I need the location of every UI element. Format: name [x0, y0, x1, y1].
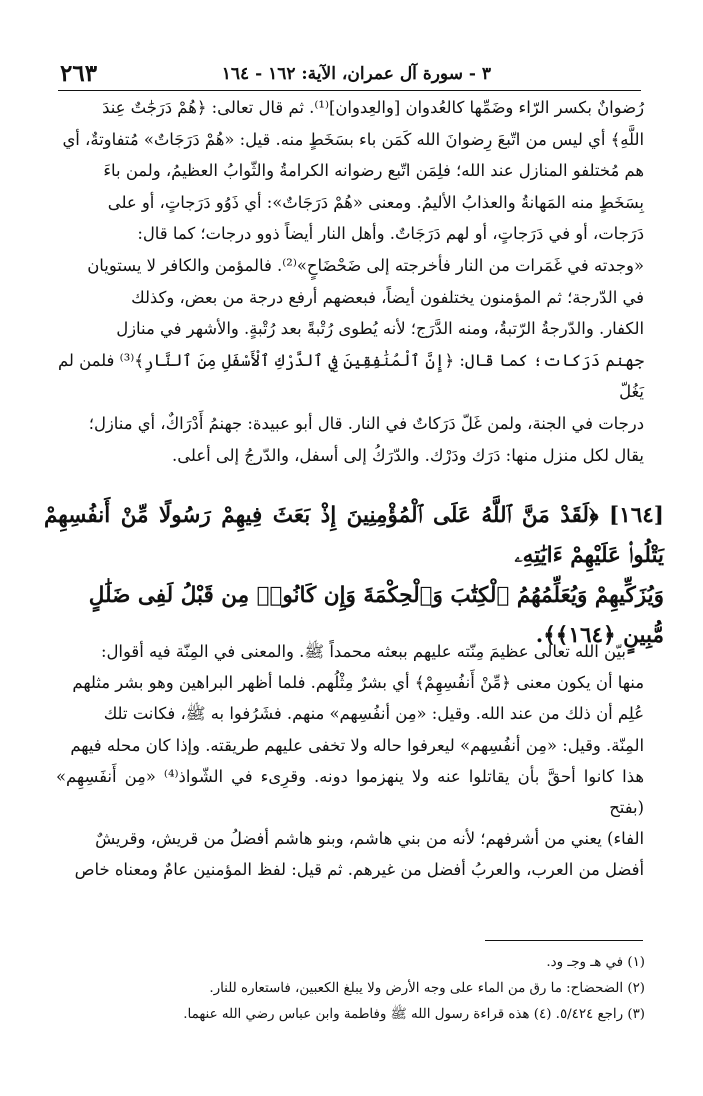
page-header — [58, 60, 641, 91]
text-line: جهنم دَرَكات؛ كما قال: ﴿إِنَّ ٱلْمُنَٰفِقِينَ فِي ٱلدَّرْكِ ٱلْأَسْفَلِ مِنَ ٱلنَّارِ﴾⁽³⁾ فلمن لم يَغُلّ — [58, 350, 644, 402]
text-line: بيّن الله تعالى عظيمَ مِنّته عليهم ببعثه محمداً ﷺ. والمعنى في المِنّة فيه أقوال: — [100, 642, 626, 661]
footnote: (٣) راجع ٥/٤٢٤. (٤) هذه قراءة رسول الله ﷺ وفاطمة وابن عباس رضي الله عنهما. — [183, 1007, 645, 1022]
verse-text: ﴿لَقَدْ مَنَّ ٱللَّهُ عَلَى ٱلْمُؤْمِنِينَ إِذْ بَعَثَ فِيهِمْ رَسُولًا مِّنْ أَنفُسِهِمْ يَتْلُوا۟ عَلَيْهِمْ ءَايَٰتِهِۦ — [44, 503, 664, 568]
running-title: ٣ - سورة آل عمران، الآية: ١٦٢ - ١٦٤ — [221, 64, 491, 84]
footnote: (١) في هـ وجـ ود. — [546, 955, 645, 970]
verse-number: [١٦٤] — [608, 503, 664, 528]
text-line: رُضوانٌ بكسر الرّاء وضَمِّها كالعُدوان [والعِدوان]⁽¹⁾. ثم قال تعالى: ﴿هُمْ دَرَجَٰتٌ عِندَ — [102, 98, 644, 117]
text-line: اللَّهِ﴾ أي ليس من اتّبعَ رِضوانَ الله كَمَن باء بسَخَطٍ منه. قيل: «هُمْ دَرَجَاتٌ» مُتفاوتةٌ، أي — [62, 129, 644, 149]
text-line: درجات في الجنة، ولمن غَلّ دَرَكاتٌ في النار. قال أبو عبيدة: جهنمُ أَدْرَاكٌ، أي منازل؛ — [88, 413, 644, 433]
text-line: دَرَجات، أو في دَرَجاتٍ، أو لهم دَرَجَاتٌ. وأهل النار أيضاً ذوو درجات؛ كما قال: — [137, 224, 644, 244]
text-line: منها أن يكون معنى ﴿مِّنْ أَنفُسِهِمْ﴾ أي بشرٌ مِثْلُهم. فلما أظهر البراهين وهو بشر مثلهم — [72, 673, 644, 693]
text-line: يقال لكل منزل منها: دَرَك ودَرْك. والدّرَكُ إلى أسفل، والدّرجُ إلى أعلى. — [172, 445, 644, 465]
text-line: أفضل من العرب، والعربُ أفضل من غيرهم. ثم قيل: لفظ المؤمنين عامٌ ومعناه خاص — [74, 860, 644, 880]
text-line: المِنّة. وقيل: «مِن أنفُسِهم» ليعرفوا حاله ولا تخفى عليهم طريقته. وإذا كان محله فيهم — [70, 735, 644, 755]
verse-line: مُّبِينٍ ﴿١٦٤﴾﴾. — [535, 623, 664, 648]
text-line: «وجدته في غَمَرات من النار فأخرجته إلى ضَحْضَاحٍ»⁽²⁾. فالمؤمن والكافر لا يستويان — [87, 255, 644, 275]
verse-line: وَيُزَكِّيهِمْ وَيُعَلِّمُهُمُ ٱلْكِتَٰبَ وَٱلْحِكْمَةَ وَإِن كَانُوا۟ مِن قَبْلُ لَفِى ضَلَٰلٍ — [88, 583, 664, 608]
verse-line — [44, 496, 664, 576]
text-line: هذا كانوا أحقَّ بأن يقاتلوا عنه ولا ينهزموا دونه. وقرِىء في الشّواذ⁽⁴⁾ «مِن أَنفَسِهِم» (بفتح — [56, 766, 644, 818]
text-line: الكفار. والدّرجةُ الرّتبةُ، ومنه الدَّرَج؛ لأنه يُطوى رُتْبةً بعد رُتْبةٍ. والأشهر في منازل — [116, 319, 644, 339]
text-line: الفاء) يعني من أشرفهم؛ لأنه من بني هاشم، وبنو هاشم أفضلُ من قريش، وقريشٌ — [95, 829, 644, 849]
footnote: (٢) الضحضاح: ما رق من الماء على وجه الأرض ولا يبلغ الكعبين، فاستعاره للنار. — [209, 981, 645, 996]
quran-verse — [44, 496, 664, 656]
text-line: عُلِم أن ذلك من عند الله. وقيل: «مِن أنفُسِهم» منهم. فشَرُفوا به ﷺ، فكانت تلك — [103, 704, 644, 724]
footnotes — [120, 950, 645, 1028]
text-line: هم مُختلفو المنازل عند الله؛ فلِمَن اتّبع رضوانه الكرامةُ والثّوابُ العظيمُ، ولمن باءَ — [103, 161, 644, 181]
text-line: بِسَخَطٍ منه المَهانةُ والعذابُ الأليمُ. ومعنى «هُمْ دَرَجَاتٌ»: أي ذَوُو دَرَجاتٍ، أو على — [107, 192, 644, 212]
verse-commentary — [56, 636, 644, 886]
text-line: في الدّرجة؛ ثم المؤمنون يختلفون أيضاً، فبعضهم أرفع درجة من بعض، وكذلك — [131, 287, 644, 307]
page-number: ٢٦٣ — [60, 60, 98, 87]
exegesis-text — [58, 92, 644, 471]
footnote-divider — [485, 940, 643, 941]
